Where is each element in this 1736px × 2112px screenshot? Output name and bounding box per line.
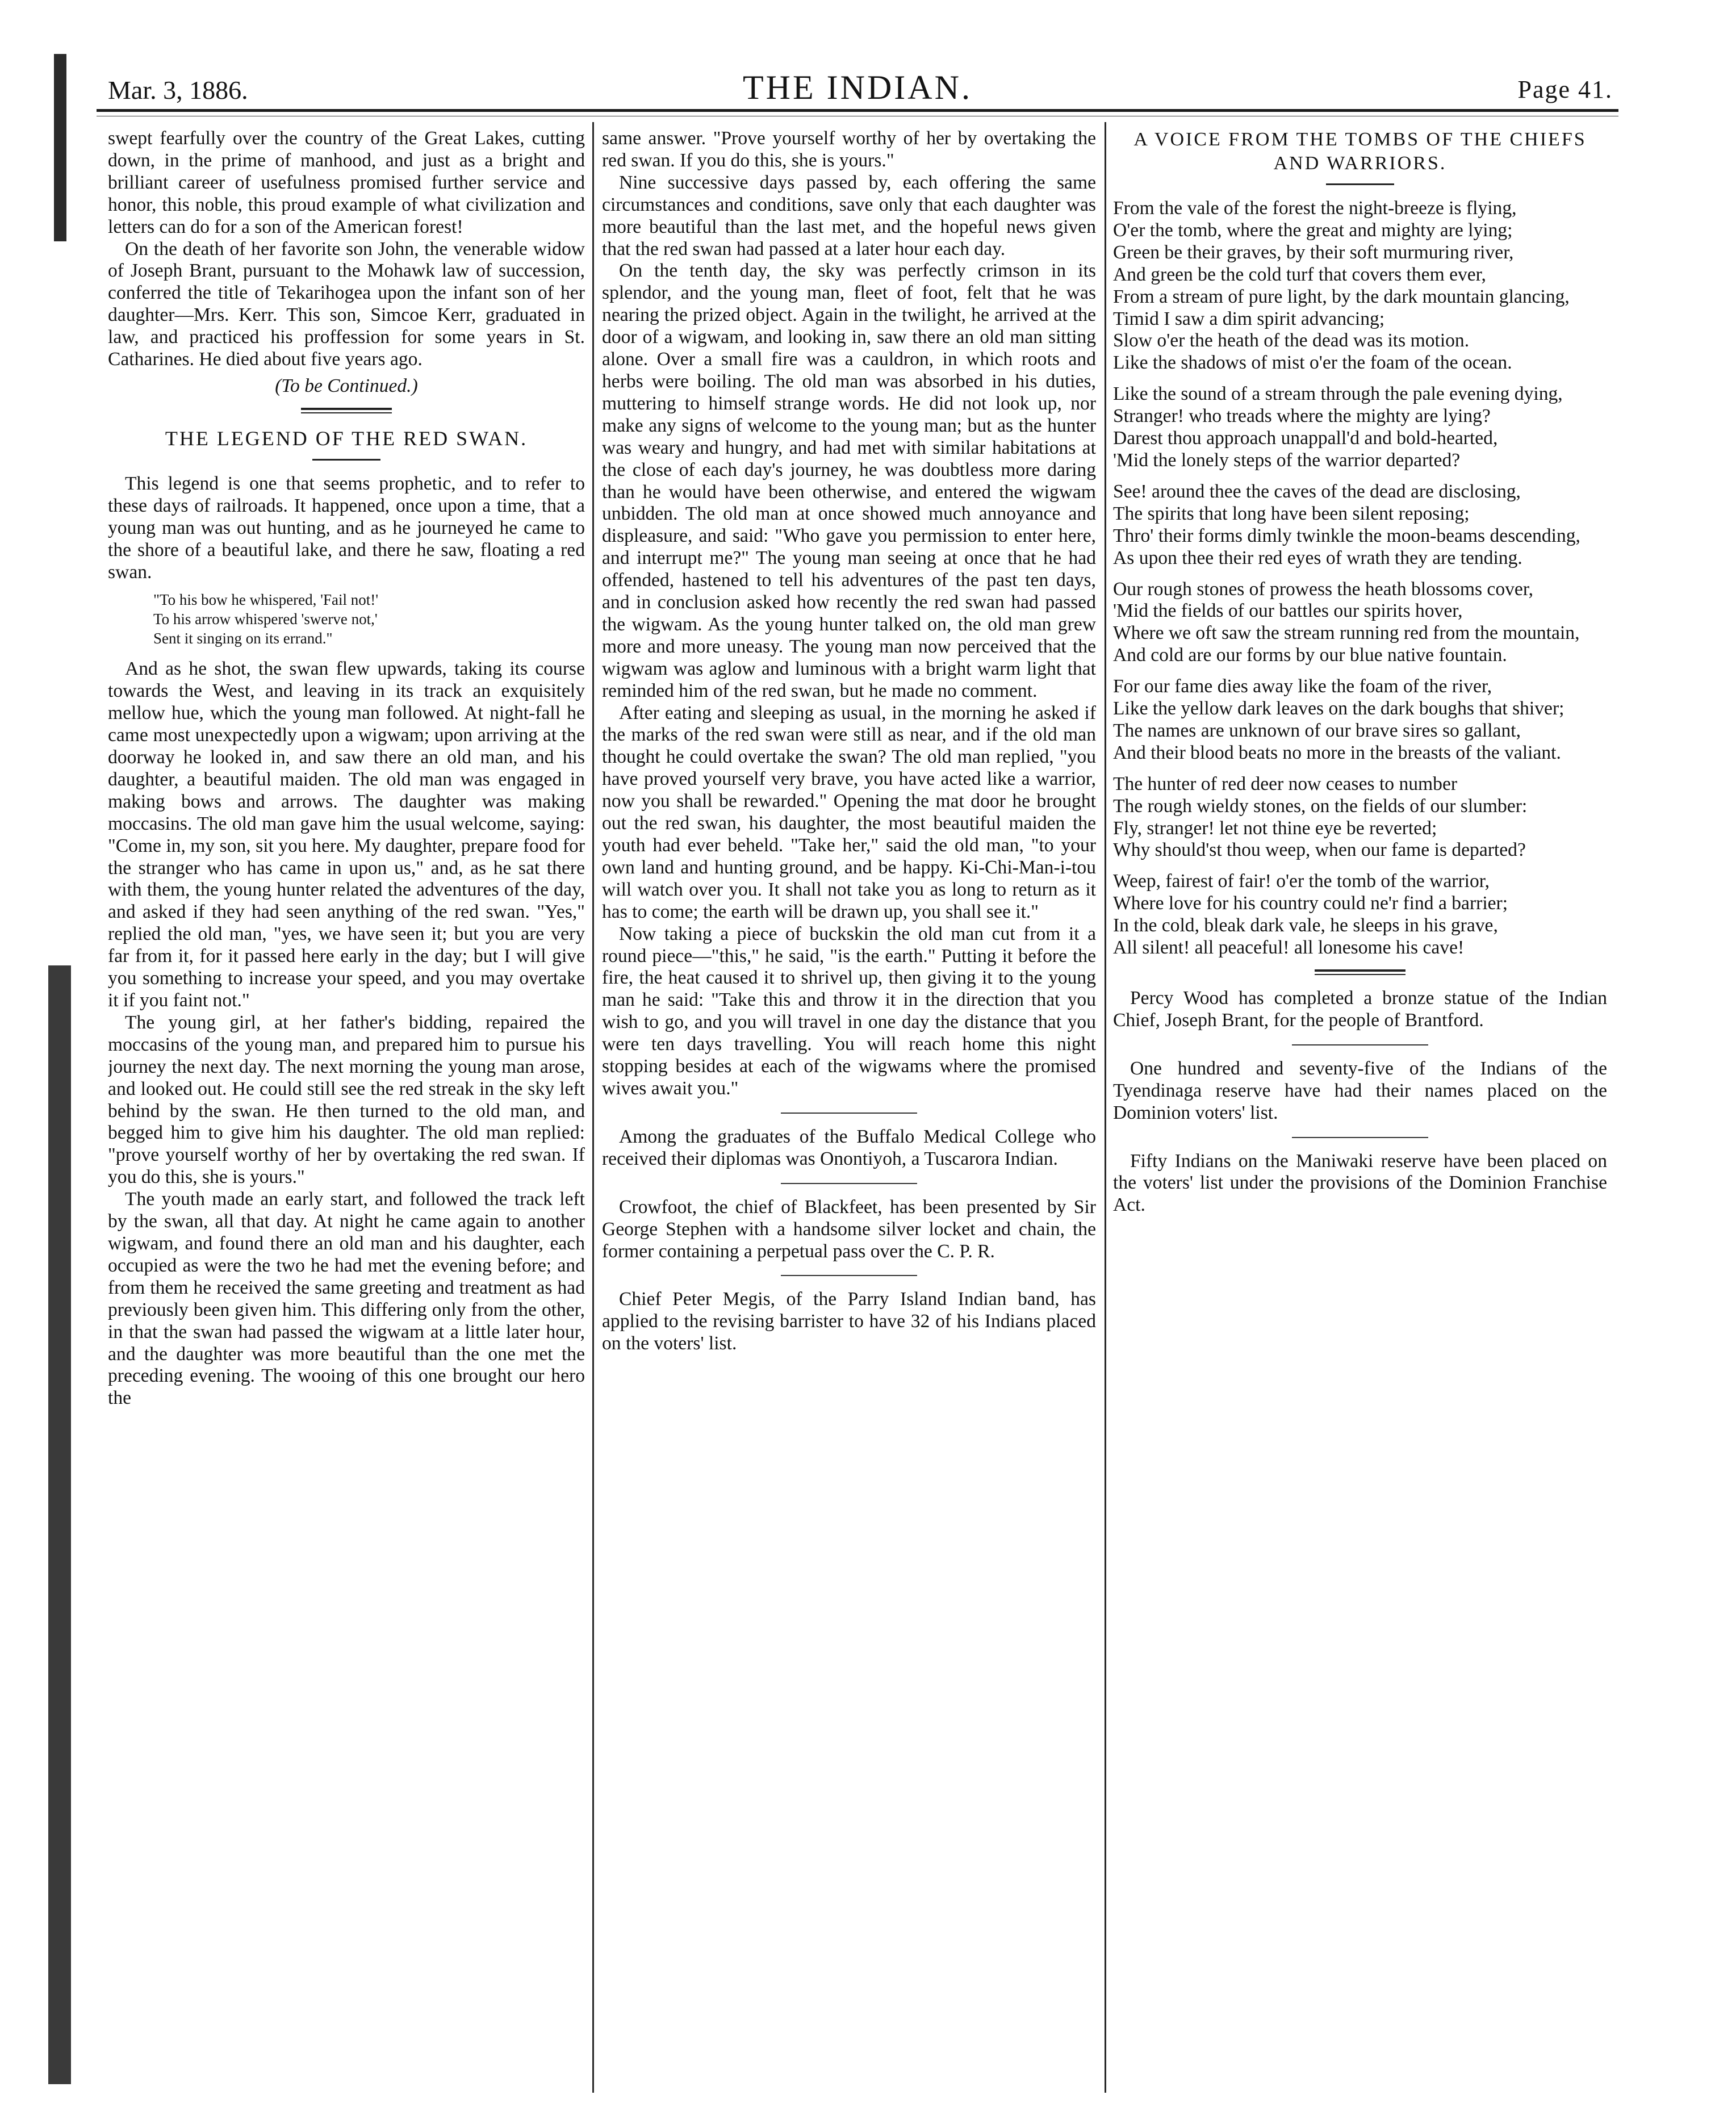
poem-line: The hunter of red deer now ceases to number: [1113, 773, 1458, 794]
poem-line: All silent! all peaceful! all lonesome his cave!: [1113, 937, 1465, 959]
poem-line: Like the shadows of mist o'er the foam of the ocean.: [1113, 352, 1512, 374]
issue-date: Mar. 3, 1886.: [108, 76, 248, 104]
section-divider: [1315, 969, 1405, 975]
news-item: Percy Wood has completed a bronze statue of the Indian Chief, Joseph Brant, for the people of Brantford.: [1113, 988, 1607, 1031]
poem-line: O'er the tomb, where the great and mighty are lying;: [1113, 219, 1513, 241]
column-2: [602, 128, 1096, 2070]
poem-line: Our rough stones of prowess the heath blossoms cover,: [1113, 578, 1534, 600]
news-item: Chief Peter Megis, of the Parry Island Indian band, has applied to the revising barrister to have 32 of his Indians placed on the voters' list.: [602, 1289, 1096, 1354]
column-divider: [1105, 122, 1106, 2093]
header-rule: [97, 109, 1618, 112]
article-title: THE LEGEND OF THE RED SWAN.: [165, 426, 528, 450]
poem-line: In the cold, bleak dark vale, he sleeps in his grave,: [1113, 915, 1498, 936]
item-separator: [781, 1113, 917, 1114]
page-number: Page 41.: [1517, 76, 1613, 103]
section-divider: [301, 408, 392, 413]
column-1: [108, 128, 585, 2070]
item-separator: [781, 1275, 917, 1276]
poem-line: 'Mid the lonely steps of the warrior departed?: [1113, 449, 1461, 471]
poem-line: Like the yellow dark leaves on the dark boughs that shiver;: [1113, 698, 1565, 720]
news-item: One hundred and seventy-five of the Indians of the Tyendinaga reserve have had their names placed on the Dominion voters' list.: [1113, 1057, 1607, 1123]
paragraph: On the death of her favorite son John, the venerable widow of Joseph Brant, pursuant to the Mohawk law of succession, conferred the title of Tekarihogea upon the infant son of her daughter—Mrs. Kerr. This son, Simcoe Kerr, graduated in law, and practiced his proffession for some years in St. Catharines. He died about five years ago.: [108, 238, 585, 370]
poem: [1113, 198, 1607, 959]
item-separator: [781, 1183, 917, 1184]
paragraph: The youth made an early start, and followed the track left by the swan, all that day. At night he came again to another wigwam, and found there an old man and his daughter, each occupied as were the two he had met the evening before; and from them he received the same greeting and treatment as had previously been given him. This differing only from the other, in that the swan had passed the wigwam at a little later hour, and the daughter was more beautiful than the one met the preceding evening. The wooing of this one brought our hero the: [108, 1189, 585, 1409]
poem-line: From a stream of pure light, by the dark mountain glancing,: [1113, 286, 1570, 307]
poem-line: Weep, fairest of fair! o'er the tomb of the warrior,: [1113, 871, 1490, 892]
paragraph: This legend is one that seems prophetic, and to refer to these days of railroads. It happened, once upon a time, that a young man was out hunting, and as he journeyed he came to the shore of a beautiful lake, and there he saw, floating a red swan.: [108, 472, 585, 583]
poem-line: As upon thee their red eyes of wrath they are tending.: [1113, 547, 1522, 568]
poem-line: 'Mid the fields of our battles our spirits hover,: [1113, 600, 1463, 622]
paragraph: And as he shot, the swan flew upwards, taking its course towards the West, and leaving in its track an exquisitely mellow hue, which the young man followed. At night-fall he came most unexpectedly upon a wigwam; upon arriving at the doorway he looked in, and saw there an old man, and his daughter, a beautiful maiden. The old man was engaged in making bows and arrows. The daughter was making moccasins. The old man gave him the usual welcome, saying: "Come in, my son, sit you here. My daughter, prepare food for the stranger who has came in upon us," and, as he sat there with them, the young hunter related the adventures of the day, and asked if they had seen anything of the red swan. "Yes," replied the old man, "yes, we have seen it; but you are very far from it, for it passed here early in the day; but I will give you something to increase your speed, and you may overtake it if you faint not.": [108, 658, 585, 1011]
news-item: Fifty Indians on the Maniwaki reserve have been placed on the voters' list under the provisions of the Dominion Franchise Act.: [1113, 1150, 1607, 1216]
poem-line: Stranger! who treads where the mighty are lying?: [1113, 405, 1491, 427]
poem-line: The spirits that long have been silent reposing;: [1113, 503, 1470, 524]
news-item: Crowfoot, the chief of Blackfeet, has been presented by Sir George Stephen with a handsome silver locket and chain, the former containing a perpetual pass over the C. P. R.: [602, 1196, 1096, 1262]
poem-title: A VOICE FROM THE TOMBS OF THE CHIEFS AND WARRIORS.: [1133, 129, 1587, 174]
continued-note: (To be Continued.): [275, 375, 418, 396]
title-rule: [312, 459, 380, 461]
poem-line: And green be the cold turf that covers them ever,: [1113, 264, 1486, 285]
poem-line: Where we oft saw the stream running red from the mountain,: [1113, 622, 1580, 644]
poem-line: Thro' their forms dimly twinkle the moon-beams descending,: [1113, 525, 1580, 546]
poem-line: For our fame dies away like the foam of the river,: [1113, 676, 1492, 697]
scan-edge-mark: [54, 54, 66, 241]
poem-line: Fly, stranger! let not thine eye be reverted;: [1113, 817, 1437, 839]
column-divider: [592, 122, 594, 2093]
paragraph: swept fearfully over the country of the Great Lakes, cutting down, in the prime of manhood, and just as a bright and brilliant career of usefulness promised further service and honor, this noble, this proud example of what civilization and letters can do for a son of the American forest!: [108, 128, 585, 237]
verse-line: To his arrow whispered 'swerve not,': [153, 610, 378, 628]
paragraph: The young girl, at her father's bidding, repaired the moccasins of the young man, and prepared him to pursue his journey the next day. The next morning the young man arose, and looked out. He could still see the red streak in the sky left behind by the swan. He then turned to the old man, and begged him to give him his daughter. The old man replied: "prove yourself worthy of her by overtaking the red swan. If you do this, she is yours.": [108, 1011, 585, 1188]
item-separator: [1292, 1137, 1428, 1138]
poem-line: And cold are our forms by our blue native fountain.: [1113, 645, 1507, 666]
scan-edge-mark: [48, 965, 71, 2084]
paragraph: After eating and sleeping as usual, in the morning he asked if the marks of the red swan were still as near, and if the old man thought he could overtake the swan? The old man replied, "you have proved yourself very brave, you have acted like a warrior, now you shall be rewarded." Opening the mat door he brought out the red swan, his daughter, the most beautiful maiden the youth had ever beheld. "Take her," said the old man, "to your own land and hunting ground, and be happy. Ki-Chi-Man-i-tou will watch over you. It shall not take you as long to return as it has to come; the earth will be drawn up, you shall see it.": [602, 702, 1096, 922]
poem-line: And their blood beats no more in the breasts of the valiant.: [1113, 742, 1561, 763]
paragraph: Nine successive days passed by, each offering the same circumstances and conditions, save only that each daughter was more beautiful than the last met, and the hopeful news given that the red swan had passed at a later hour each day.: [602, 172, 1096, 260]
poem-line: Darest thou approach unappall'd and bold-hearted,: [1113, 428, 1498, 449]
poem-line: From the vale of the forest the night-breeze is flying,: [1113, 198, 1517, 219]
poem-line: Slow o'er the heath of the dead was its motion.: [1113, 330, 1470, 352]
verse-line: "To his bow he whispered, 'Fail not!': [153, 591, 379, 609]
poem-line: See! around thee the caves of the dead are disclosing,: [1113, 480, 1521, 502]
masthead-title: THE INDIAN.: [743, 69, 972, 106]
poem-line: The rough wieldy stones, on the fields of our slumber:: [1113, 795, 1528, 817]
verse-line: Sent it singing on its errand.": [153, 630, 333, 647]
poem-line: Green be their graves, by their soft murmuring river,: [1113, 241, 1514, 263]
column-3: [1113, 128, 1607, 2070]
poem-line: Why should'st thou weep, when our fame is departed?: [1113, 839, 1526, 861]
paragraph: Now taking a piece of buckskin the old man cut from it a round piece—"this," he said, "is the earth." Putting it before the fire, the heat caused it to shrivel up, then giving it to the young man he said: "Take this and throw it in the direction that you wish to go, and you will travel in one day the distance that you were ten days travelling. You will reach home this night stopping besides at each of the wigwams where the promised wives await you.": [602, 923, 1096, 1099]
news-item: Among the graduates of the Buffalo Medical College who received their diplomas was Onontiyoh, a Tuscarora Indian.: [602, 1126, 1096, 1169]
verse-quote: [153, 590, 585, 648]
item-separator: [1292, 1044, 1428, 1045]
poem-line: The names are unknown of our brave sires so gallant,: [1113, 720, 1521, 741]
poem-line: Like the sound of a stream through the pale evening dying,: [1113, 383, 1563, 405]
poem-line: Timid I saw a dim spirit advancing;: [1113, 308, 1385, 329]
poem-line: Where love for his country could ne'r find a barrier;: [1113, 893, 1508, 914]
title-rule: [1326, 183, 1394, 185]
page-header: [97, 68, 1618, 108]
paragraph: same answer. "Prove yourself worthy of her by overtaking the red swan. If you do this, she is yours.": [602, 128, 1096, 171]
paragraph: On the tenth day, the sky was perfectly crimson in its splendor, and the young man, fleet of foot, felt that he was nearing the prized object. Again in the twilight, he arrived at the door of a wigwam, and looking in, saw there an old man sitting alone. Over a small fire was a cauldron, in which roots and herbs were boiling. The old man was absorbed in his duties, muttering to himself strange words. He did not look up, nor make any signs of welcome to the young man; but as the hunter was weary and hungry, and had met with similar habitations at the close of each day's journey, he was doubtless more daring than he would have been otherwise, and entered the wigwam unbidden. The old man at once showed much annoyance and displeasure, and said: "Who gave you permission to enter here, and interrupt me?" The young man seeing at once that he had offended, hastened to tell his adventures of the past ten days, and in conclusion asked how recently the red swan had passed the wigwam. As the young hunter talked on, the old man grew more and more uneasy. The young man now perceived that the wigwam was aglow and luminous with a bright warm light that reminded him of the red swan, but he made no comment.: [602, 260, 1096, 701]
